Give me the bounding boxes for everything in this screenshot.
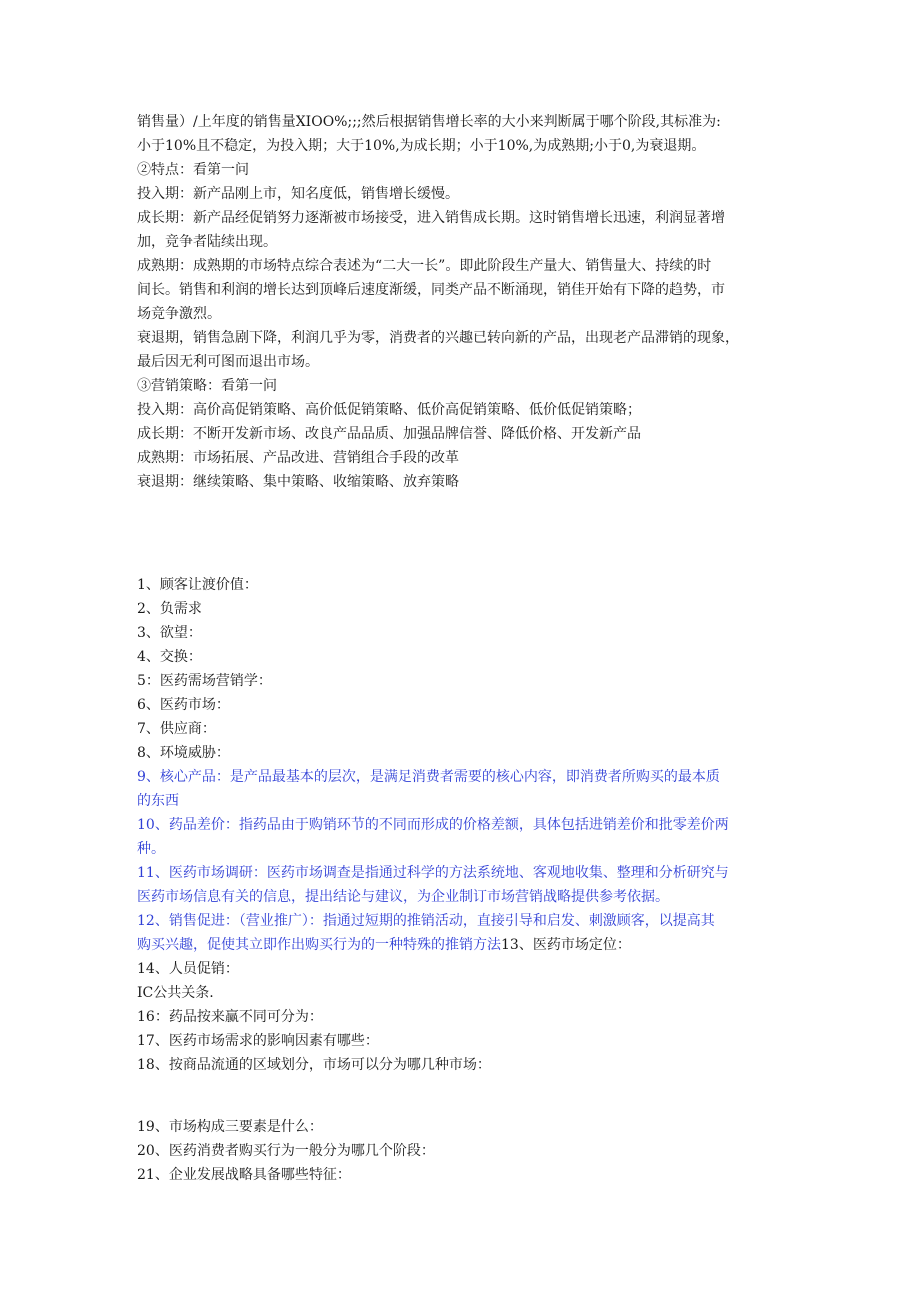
question-item: 20、医药消费者购买行为一般分为哪几个阶段： (137, 1143, 435, 1159)
term-item: IC公共关条. (137, 985, 214, 1001)
term-item: 2、负需求 (137, 601, 202, 617)
term-definition: 种。 (137, 841, 165, 857)
term-item: 1、顾客让渡价值： (137, 577, 258, 593)
term-definition: 10、药品差价：指药品由于购销环节的不同而形成的价格差额，具体包括进销差价和批零差价两 (137, 817, 729, 833)
term-item: 16：药品按来赢不同可分为： (137, 1009, 323, 1025)
term-item: 17、医药市场需求的影响因素有哪些： (137, 1033, 379, 1049)
term-item: 7、供应商： (137, 721, 216, 737)
text-line: 场竞争激烈。 (137, 306, 221, 322)
text-line: 投入期：高价高促销策略、高价低促销策略、低价高促销策略、低价低促销策略； (137, 402, 641, 418)
text-line: 衰退期，销售急剧下降，利润几乎为零，消费者的兴趣已转向新的产品，出现老产品滞销的现象， (137, 330, 739, 346)
text-line: 小于10%且不稳定，为投入期；大于10%,为成长期；小于10%,为成熟期;小于0,为衰退期。 (137, 138, 706, 154)
text-line: 成长期：不断开发新市场、改良产品品质、加强品牌信誉、降低价格、开发新产品 (137, 426, 641, 442)
term-definition: 的东西 (137, 793, 179, 809)
question-item: 21、企业发展战略具备哪些特征： (137, 1167, 351, 1183)
term-definition: 11、医药市场调研：医药市场调查是指通过科学的方法系统地、客观地收集、整理和分析研究与 (137, 865, 729, 881)
text-line: 间长。销售和利润的增长达到顶峰后速度渐缓，同类产品不断涌现，销佳开始有下降的趋势，市 (137, 282, 725, 298)
term-item: 6、医药市场： (137, 697, 230, 713)
text-line: 销售量）/上年度的销售量XIOO%;;;然后根据销售增长率的大小来判断属于哪个阶段,其标准为: (137, 114, 721, 130)
text-line: 成长期：新产品经促销努力逐渐被市场接受，进入销售成长期。这时销售增长迅速，利润显著增 (137, 210, 725, 226)
text-line: 衰退期：继续策略、集中策略、收缩策略、放弃策略 (137, 474, 459, 490)
text-line: ②特点：看第一问 (137, 162, 249, 178)
term-item: 3、欲望： (137, 625, 202, 641)
text-line: 成熟期：成熟期的市场特点综合表述为“二大一长”。即此阶段生产量大、销售量大、持续的时 (137, 258, 712, 274)
text-line: 投入期：新产品刚上市，知名度低，销售增长缓慢。 (137, 186, 459, 202)
questions-section (137, 1115, 797, 1187)
text-line: 最后因无利可图而退出市场。 (137, 354, 319, 370)
question-item: 19、市场构成三要素是什么： (137, 1119, 323, 1135)
term-item: 8、环境威胁： (137, 745, 230, 761)
term-definition-mixed (137, 933, 797, 957)
term-item: 14、人员促销： (137, 961, 239, 977)
term-item: 18、按商品流通的区域划分，市场可以分为哪几种市场： (137, 1057, 491, 1073)
lifecycle-section (137, 110, 797, 494)
terms-section (137, 573, 797, 1077)
term-item: 5：医药需场营销学： (137, 673, 272, 689)
text-line: 加，竞争者陆续出现。 (137, 234, 277, 250)
term-definition: 医药市场信息有关的信息，提出结论与建议，为企业制订市场营销战略提供参考依据。 (137, 889, 669, 905)
term-item: 4、交换： (137, 649, 202, 665)
term-definition: 9、核心产品：是产品最基本的层次，是满足消费者需要的核心内容，即消费者所购买的最本质 (137, 769, 720, 785)
term-definition-text: 购买兴趣，促使其立即作出购买行为的一种特殊的推销方法 (137, 937, 501, 953)
text-line: 成熟期：市场拓展、产品改进、营销组合手段的改革 (137, 450, 459, 466)
term-definition: 12、销售促进：（营业推广）：指通过短期的推销活动，直接引导和启发、刺激顾客，以提高其 (137, 913, 715, 929)
term-item-inline: 13、医药市场定位： (501, 937, 631, 953)
text-line: ③营销策略：看第一问 (137, 378, 277, 394)
